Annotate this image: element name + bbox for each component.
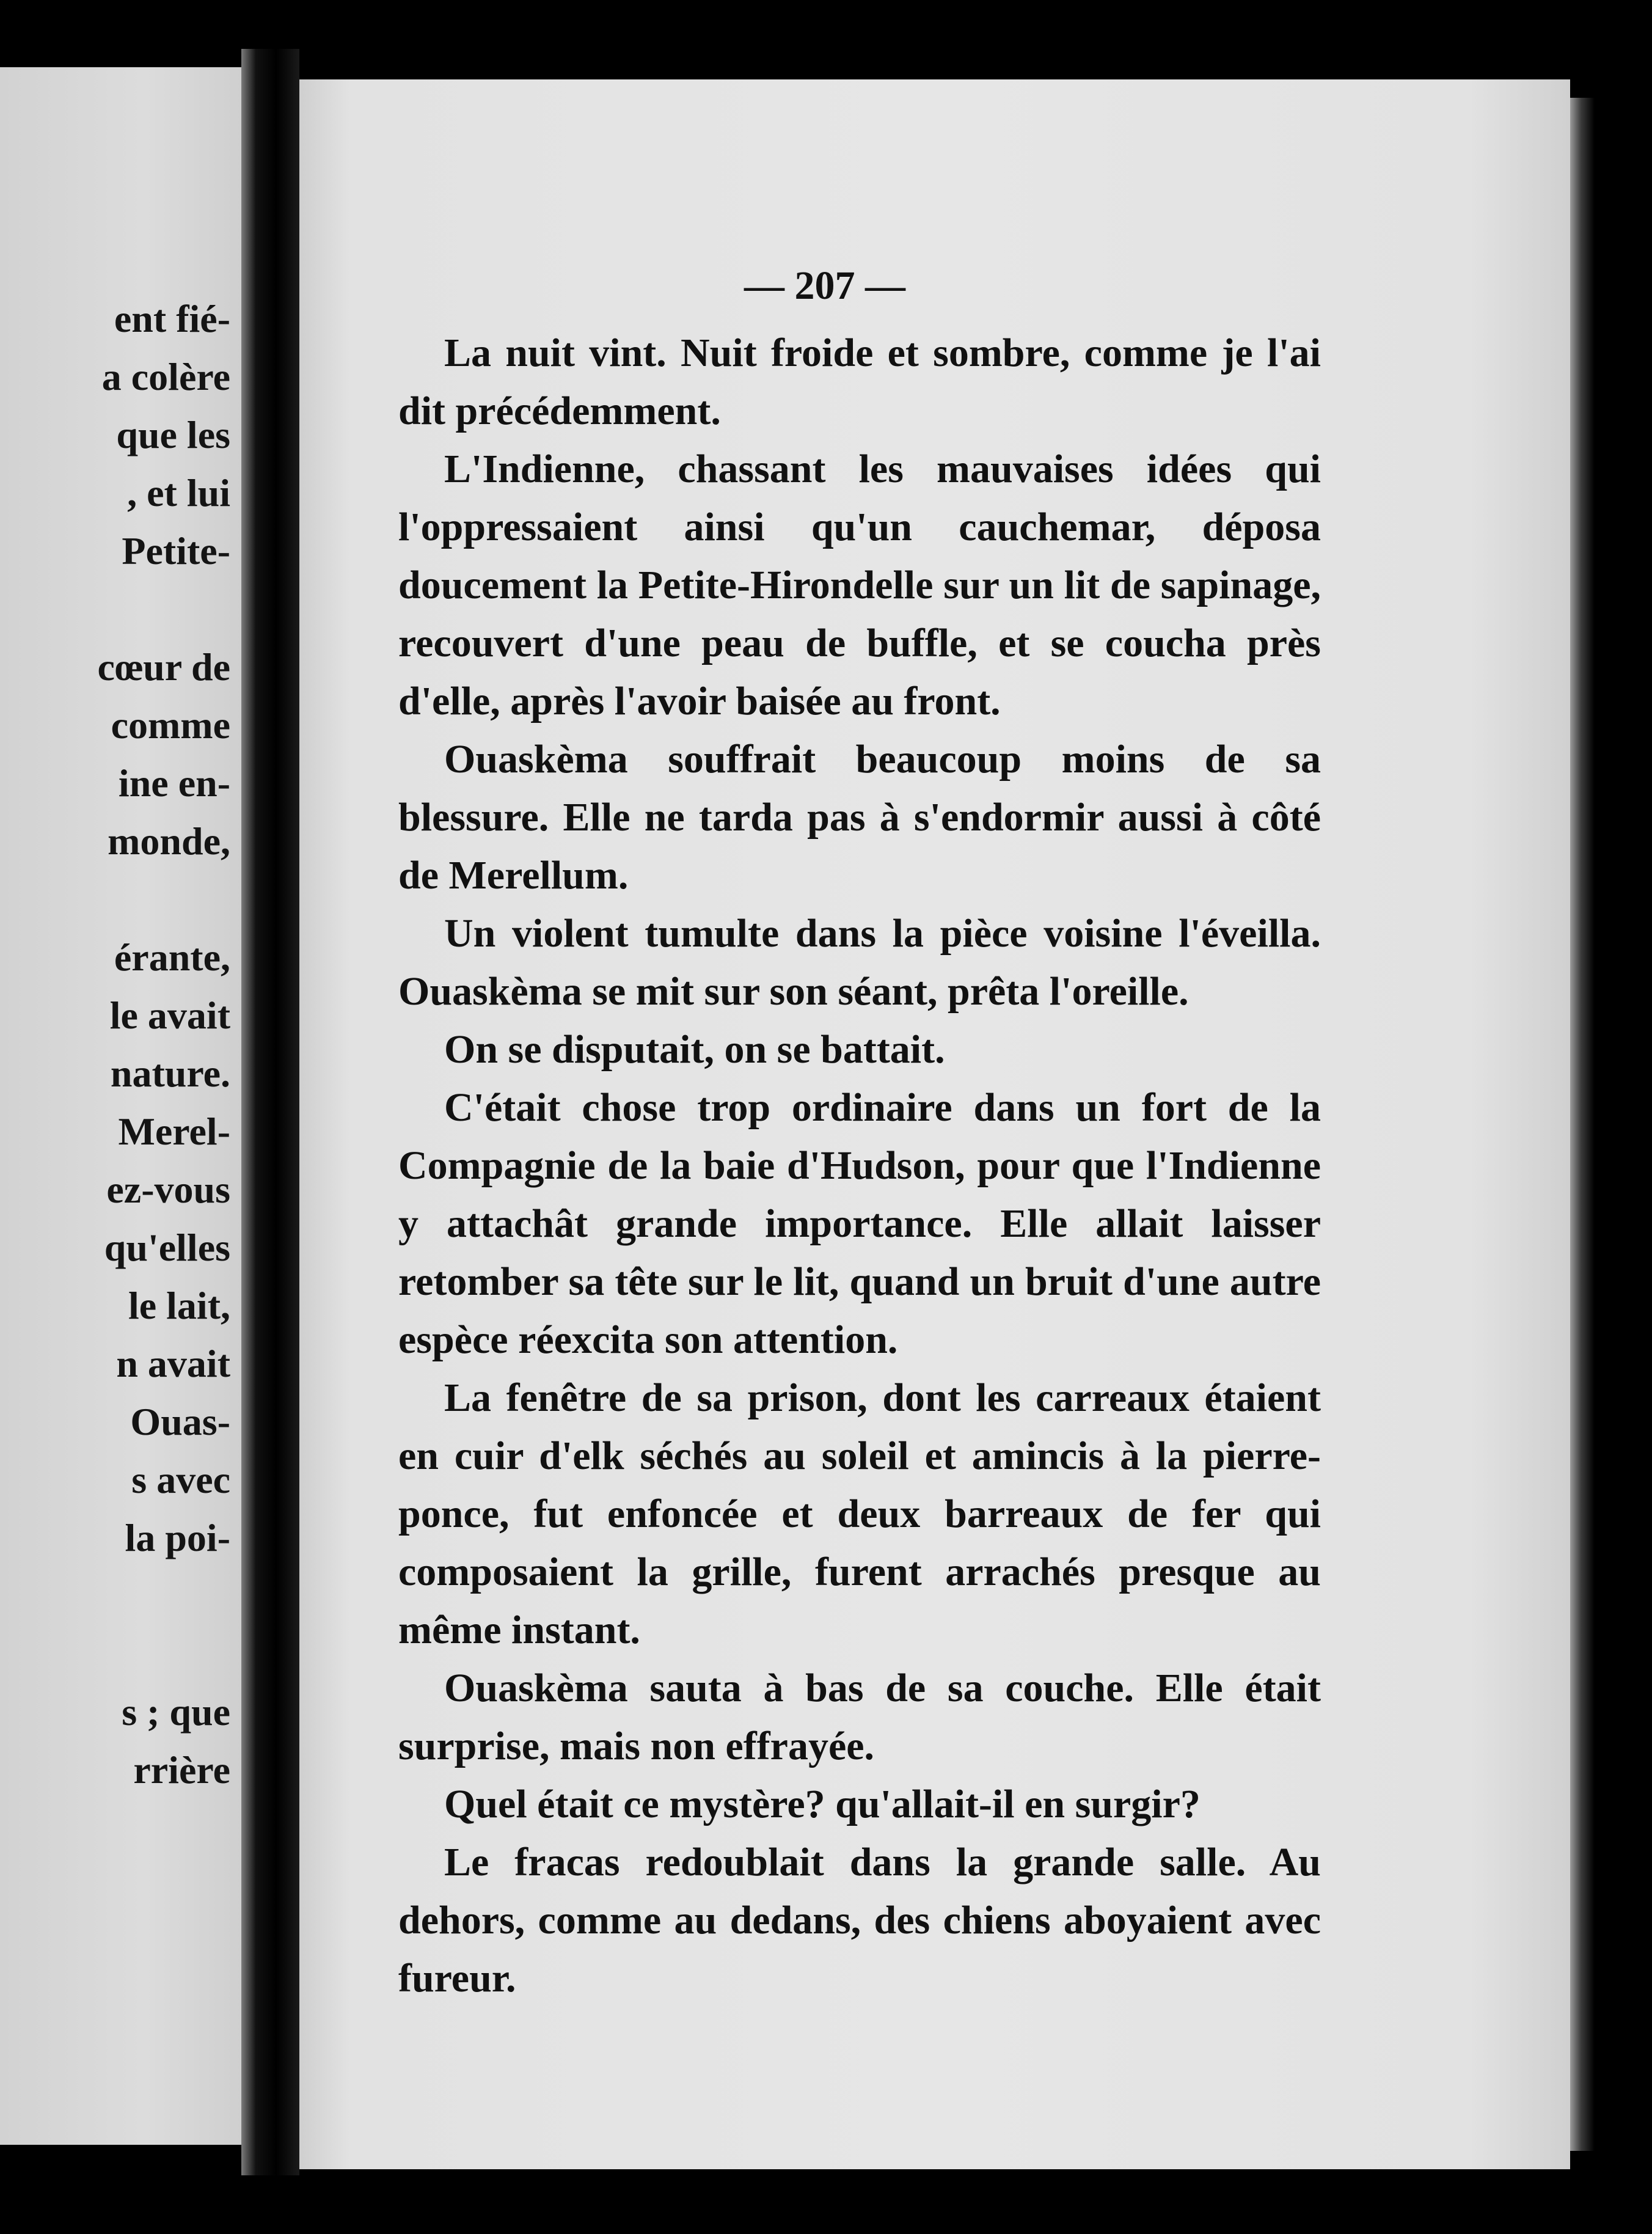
page-edge-shadow	[1570, 98, 1595, 2151]
left-line: la poi-	[125, 1516, 230, 1559]
left-line: érante,	[114, 936, 230, 979]
paragraph: On se disputait, on se battait.	[444, 1027, 945, 1072]
left-line: a colère	[101, 355, 230, 398]
paragraph: C'était chose trop ordinaire dans un fort de la Compagnie de la baie d'Hudson, pour que l'Indienne y attachât grande importance. Elle allait laisser retomber sa tête sur le lit, quand un bruit d'une autre espèce réexcita son attention.	[398, 1085, 1321, 1362]
left-line: Merel-	[118, 1110, 230, 1153]
left-line: monde,	[108, 819, 230, 863]
left-line: nature.	[110, 1052, 230, 1095]
left-line: , et lui	[127, 471, 230, 515]
left-line: cœur de	[97, 645, 230, 689]
book-gutter	[241, 49, 299, 2175]
paragraph: Quel était ce mystère? qu'allait-il en surgir?	[444, 1782, 1201, 1826]
left-line: que les	[116, 413, 230, 456]
left-line: n avait	[116, 1342, 230, 1385]
left-line: rrière	[133, 1748, 230, 1792]
left-line: ez-vous	[106, 1168, 230, 1211]
left-line: comme	[111, 703, 230, 747]
left-line: ent fié-	[114, 297, 230, 340]
page-body-text	[398, 324, 1321, 2007]
paragraph: La nuit vint. Nuit froide et sombre, comme je l'ai dit précédemment.	[398, 331, 1321, 433]
left-line: ine en-	[118, 761, 230, 805]
paragraph: Le fracas redoublait dans la grande salle. Au dehors, comme au dedans, des chiens aboyaient avec fureur.	[398, 1840, 1321, 2001]
paragraph: L'Indienne, chassant les mauvaises idées qui l'oppressaient ainsi qu'un cauchemar, déposa doucement la Petite-Hirondelle sur un lit de sapinage, recouvert d'une peau de buffle, et se coucha près d'elle, après l'avoir baisée au front.	[398, 447, 1321, 723]
left-line: le avait	[109, 994, 230, 1037]
page-number: — 207 —	[744, 263, 905, 308]
left-line: Ouas-	[130, 1400, 230, 1443]
left-line: Petite-	[122, 529, 230, 573]
left-page-fragment	[0, 67, 241, 2145]
left-line: qu'elles	[104, 1226, 230, 1269]
paragraph: Un violent tumulte dans la pièce voisine l'éveilla. Ouaskèma se mit sur son séant, prêta l'oreille.	[398, 911, 1321, 1014]
paragraph: Ouaskèma sauta à bas de sa couche. Elle était surprise, mais non effrayée.	[398, 1666, 1321, 1768]
left-line: s ; que	[122, 1690, 230, 1734]
left-line: s avec	[131, 1458, 230, 1501]
paragraph: Ouaskèma souffrait beaucoup moins de sa blessure. Elle ne tarda pas à s'endormir aussi à côté de Merellum.	[398, 737, 1321, 898]
paragraph: La fenêtre de sa prison, dont les carreaux étaient en cuir d'elk séchés au soleil et amincis à la pierre-ponce, fut enfoncée et deux barreaux de fer qui composaient la grille, furent arrachés presque au même instant.	[398, 1375, 1321, 1652]
left-line: le lait,	[128, 1284, 230, 1327]
